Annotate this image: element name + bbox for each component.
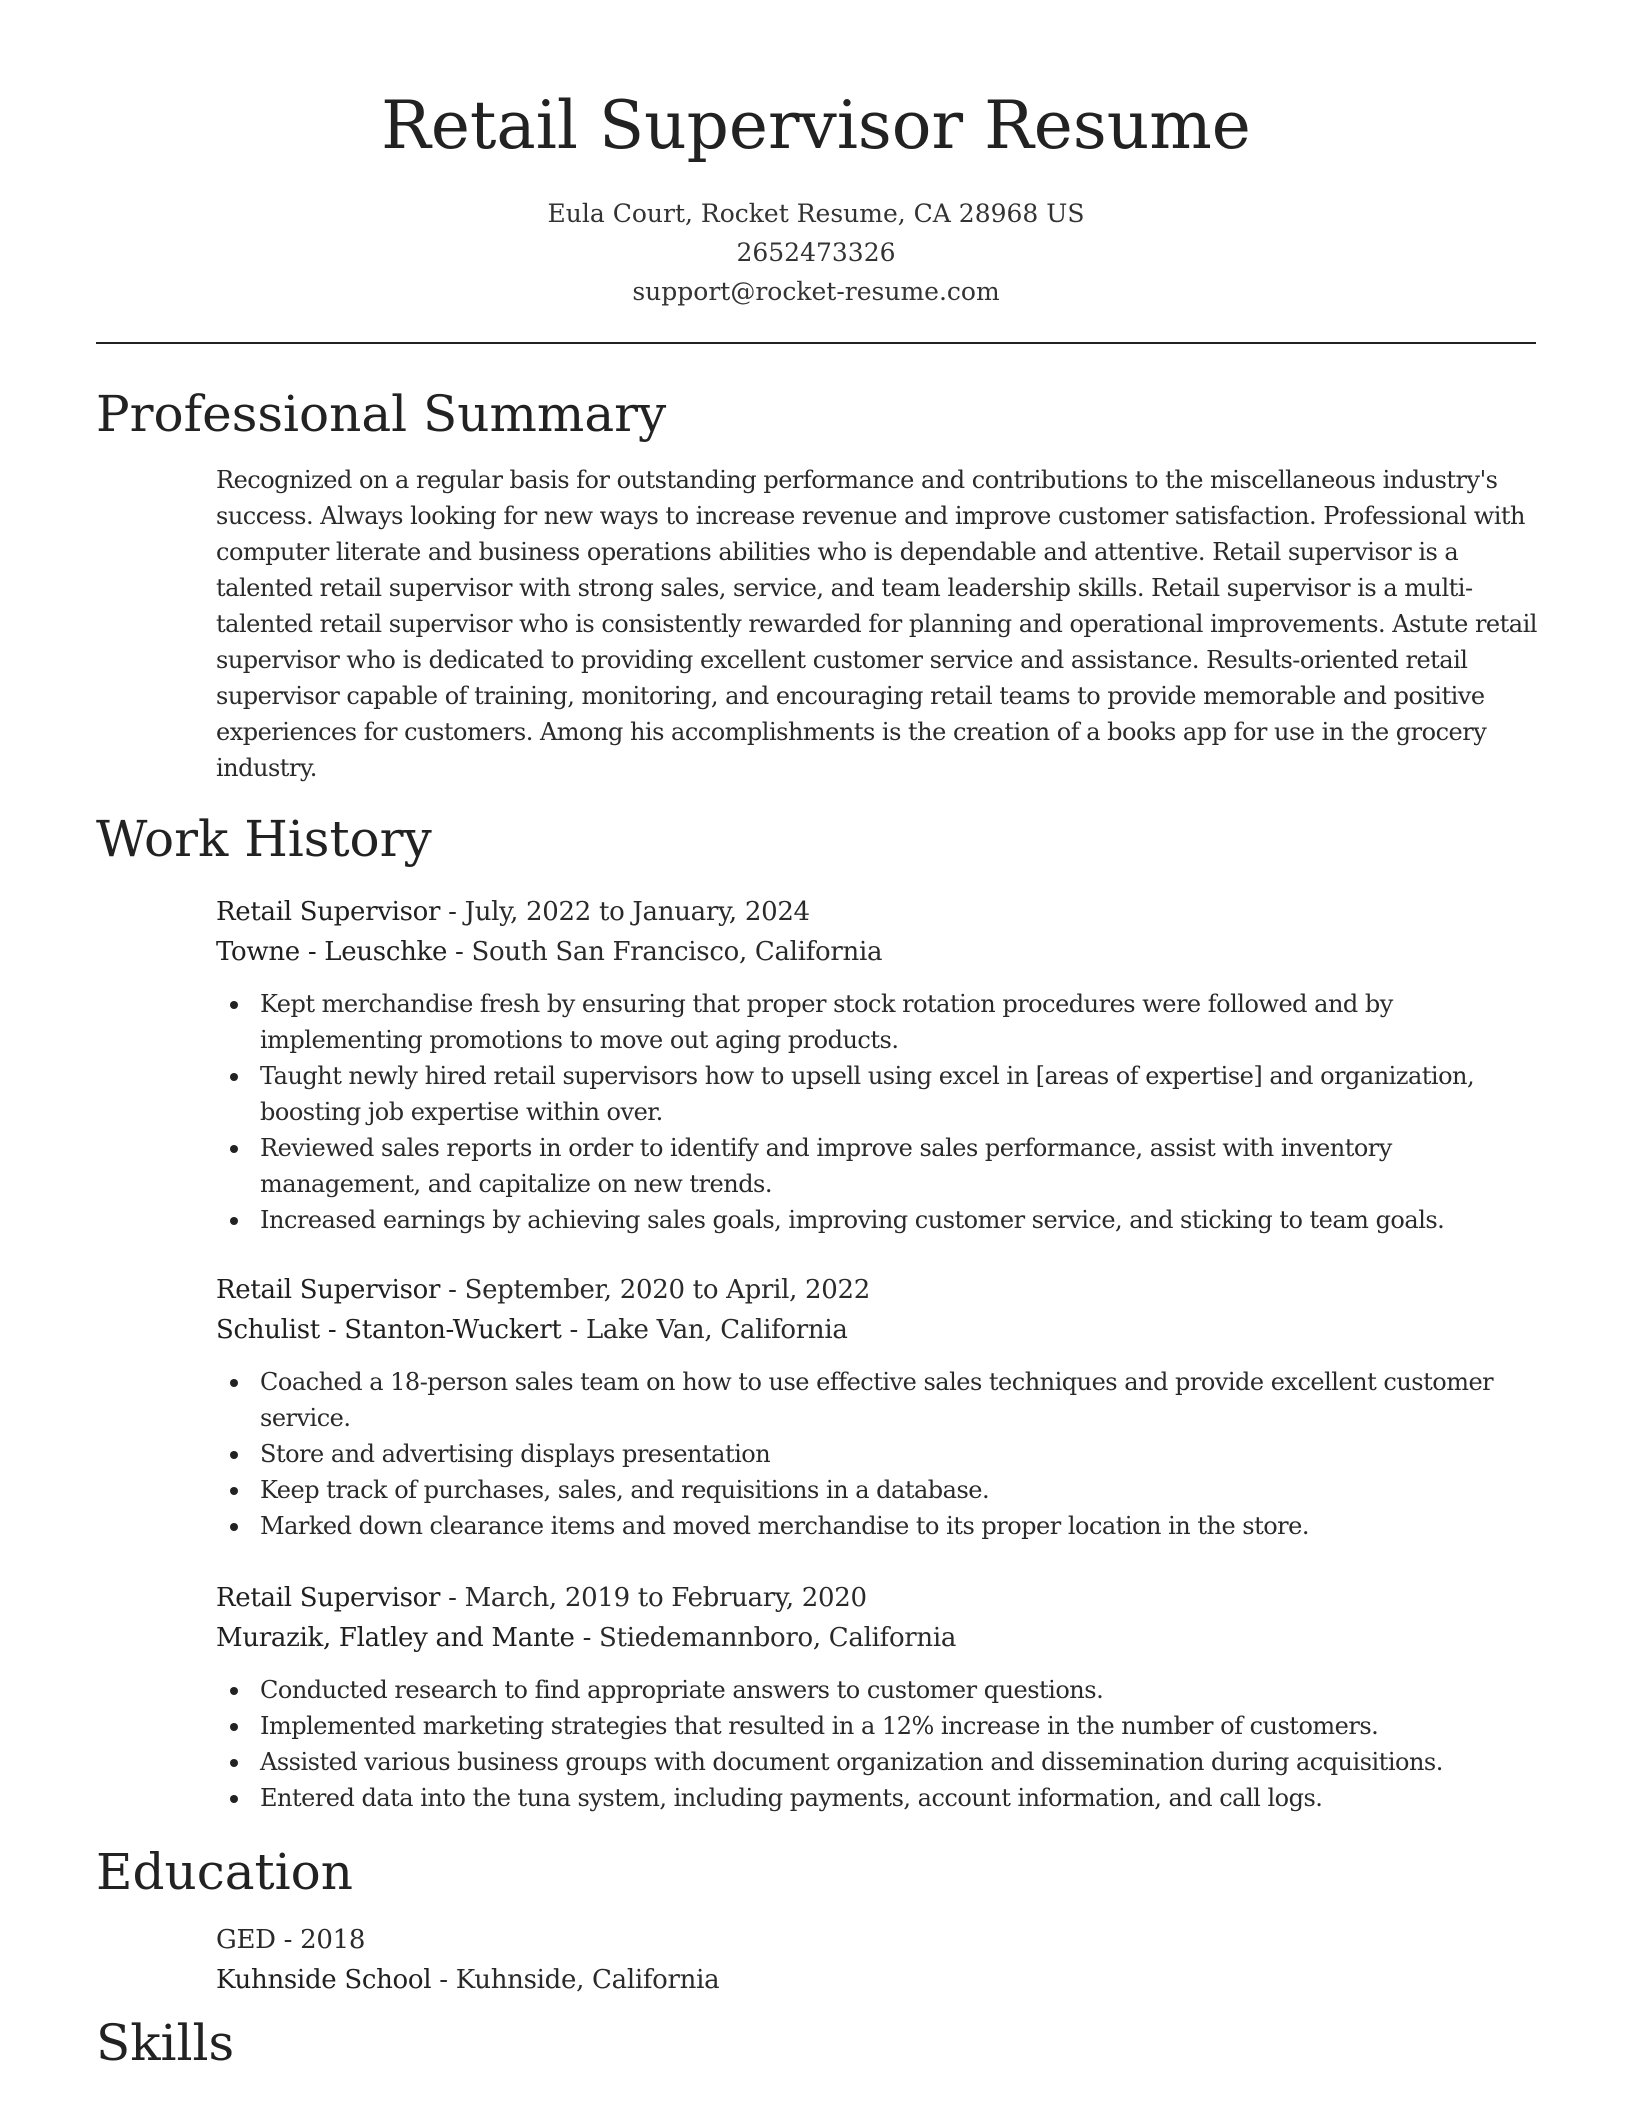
- bullet-icon: [230, 1073, 238, 1081]
- job-entry: [216, 892, 1536, 1238]
- job-company: Schulist - Stanton-Wuckert: [216, 1315, 562, 1345]
- bullet-text: Increased earnings by achieving sales goals, improving customer service, and sticking to team goals.: [260, 1206, 1445, 1234]
- bullet-text: Keep track of purchases, sales, and requisitions in a database.: [260, 1476, 990, 1504]
- job-bullet: [216, 1780, 1536, 1816]
- job-company-line: [216, 932, 1536, 972]
- job-bullets: [216, 1364, 1536, 1544]
- job-bullet: [216, 986, 1536, 1058]
- job-bullet: [216, 1744, 1536, 1780]
- bullet-icon: [230, 1217, 238, 1225]
- bullet-icon: [230, 1759, 238, 1767]
- job-dates: July, 2022 to January, 2024: [464, 897, 810, 927]
- bullet-icon: [230, 1795, 238, 1803]
- skills-heading: Skills: [96, 2014, 235, 2072]
- bullet-icon: [230, 1487, 238, 1495]
- job-bullet: [216, 1436, 1536, 1472]
- education-heading: Education: [96, 1843, 353, 1901]
- education-year: 2018: [300, 1925, 366, 1955]
- separator: -: [440, 897, 465, 927]
- separator: -: [447, 937, 472, 967]
- summary-heading: Professional Summary: [96, 385, 667, 443]
- education-degree: GED: [216, 1925, 276, 1955]
- education-school-line: [216, 1960, 1536, 2000]
- job-bullet: [216, 1508, 1536, 1544]
- contact-address: Eula Court, Rocket Resume, CA 28968 US: [547, 199, 1085, 228]
- header-divider: [96, 342, 1536, 344]
- resume-title: Retail Supervisor Resume: [381, 87, 1251, 164]
- education-entry: [216, 1920, 1536, 2000]
- separator: -: [574, 1623, 600, 1653]
- separator: -: [431, 1965, 456, 1995]
- job-location: South San Francisco, California: [471, 937, 883, 967]
- job-company: Towne - Leuschke: [216, 937, 448, 967]
- bullet-text: Conducted research to find appropriate answers to customer questions.: [260, 1676, 1104, 1704]
- job-bullet: [216, 1202, 1536, 1238]
- separator: -: [561, 1315, 586, 1345]
- contact-email: support@rocket-resume.com: [632, 277, 1000, 306]
- job-entry: [216, 1270, 1536, 1544]
- job-location: Lake Van, California: [585, 1315, 848, 1345]
- job-title-line: [216, 892, 1536, 932]
- job-bullet: [216, 1472, 1536, 1508]
- bullet-icon: [230, 1001, 238, 1009]
- job-title-line: [216, 1270, 1536, 1310]
- job-bullet: [216, 1364, 1536, 1436]
- job-bullet: [216, 1708, 1536, 1744]
- bullet-icon: [230, 1687, 238, 1695]
- job-title: Retail Supervisor: [216, 1275, 441, 1305]
- job-title: Retail Supervisor: [216, 1583, 441, 1613]
- bullet-text: Entered data into the tuna system, including payments, account information, and call logs.: [260, 1784, 1323, 1812]
- job-location: Stiedemannboro, California: [599, 1623, 957, 1653]
- work-history-heading: Work History: [96, 810, 432, 868]
- job-company-line: [216, 1310, 1536, 1350]
- education-degree-line: [216, 1920, 1536, 1960]
- bullet-text: Assisted various business groups with document organization and dissemination during acquisitions.: [260, 1748, 1443, 1776]
- job-title: Retail Supervisor: [216, 897, 441, 927]
- bullet-text: Taught newly hired retail supervisors how to upsell using excel in [areas of expertise] and organization, boosting job expertise within over.: [260, 1062, 1475, 1126]
- education-school: Kuhnside School: [216, 1965, 432, 1995]
- job-dates: September, 2020 to April, 2022: [464, 1275, 871, 1305]
- bullet-icon: [230, 1523, 238, 1531]
- job-bullet: [216, 1130, 1536, 1202]
- job-dates: March, 2019 to February, 2020: [464, 1583, 867, 1613]
- bullet-text: Reviewed sales reports in order to identify and improve sales performance, assist with inventory management, and capitalize on new trends.: [260, 1134, 1392, 1198]
- summary-text: Recognized on a regular basis for outstanding performance and contributions to the miscellaneous industry's success. Always looking for new ways to increase revenue and improve customer satisfaction. Professional with computer literate and business operations abilities who is dependable and attentive. Retail supervisor is a talented retail supervisor with strong sales, service, and team leadership skills. Retail supervisor is a multi-talented retail supervisor who is consistently rewarded for planning and operational improvements. Astute retail supervisor who is dedicated to providing excellent customer service and assistance. Results-oriented retail supervisor capable of training, monitoring, and encouraging retail teams to provide memorable and positive experiences for customers. Among his accomplishments is the creation of a books app for use in the grocery industry.: [216, 466, 1537, 782]
- job-bullet: [216, 1058, 1536, 1130]
- job-bullet: [216, 1672, 1536, 1708]
- bullet-text: Implemented marketing strategies that resulted in a 12% increase in the number of customers.: [260, 1712, 1379, 1740]
- separator: -: [440, 1583, 465, 1613]
- bullet-icon: [230, 1451, 238, 1459]
- bullet-icon: [230, 1145, 238, 1153]
- contact-phone: 2652473326: [736, 238, 896, 267]
- bullet-text: Marked down clearance items and moved merchandise to its proper location in the store.: [260, 1512, 1309, 1540]
- job-title-line: [216, 1578, 1536, 1618]
- education-location: Kuhnside, California: [455, 1965, 720, 1995]
- separator: -: [275, 1925, 301, 1955]
- job-entry: [216, 1578, 1536, 1816]
- job-bullets: [216, 986, 1536, 1238]
- bullet-text: Coached a 18-person sales team on how to use effective sales techniques and provide excellent customer service.: [260, 1368, 1494, 1432]
- job-company: Murazik, Flatley and Mante: [216, 1623, 575, 1653]
- job-bullets: [216, 1672, 1536, 1816]
- job-company-line: [216, 1618, 1536, 1658]
- bullet-text: Store and advertising displays presentation: [260, 1440, 771, 1468]
- bullet-icon: [230, 1379, 238, 1387]
- separator: -: [440, 1275, 465, 1305]
- bullet-icon: [230, 1723, 238, 1731]
- bullet-text: Kept merchandise fresh by ensuring that proper stock rotation procedures were followed and by implementing promotions to move out aging products.: [260, 990, 1393, 1054]
- contact-block: [0, 194, 1632, 311]
- skills-list-cutoff: [216, 2092, 1536, 2112]
